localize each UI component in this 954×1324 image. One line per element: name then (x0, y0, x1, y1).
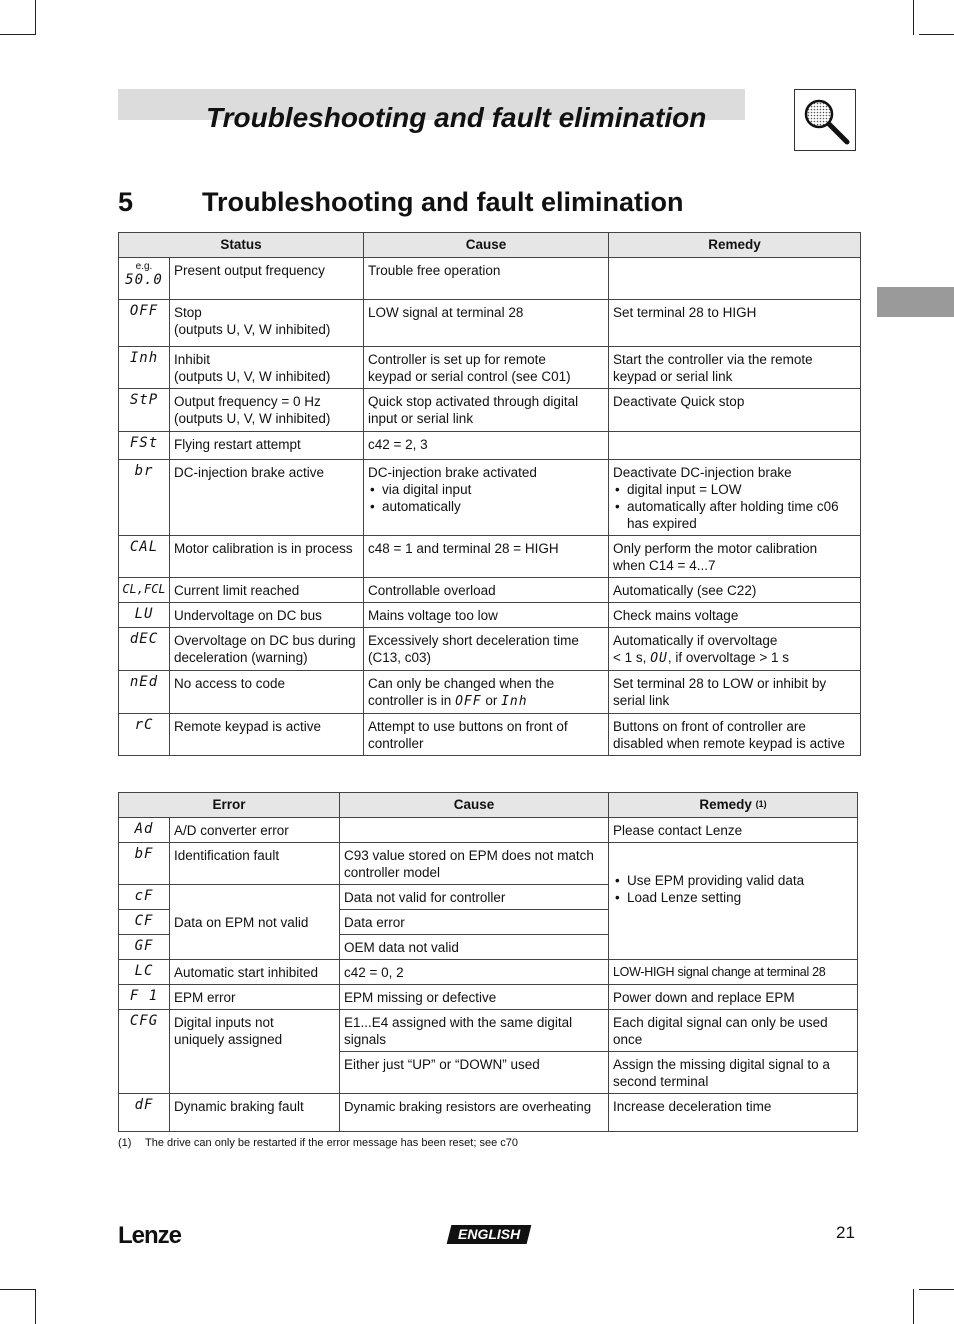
cause-text: Excessively short deceleration time (C13, c03) (364, 628, 609, 671)
remedy-text: Buttons on front of controller are disabled when remote keypad is active (609, 714, 861, 756)
remedy-text: Power down and replace EPM (609, 985, 858, 1010)
error-text: EPM error (170, 985, 340, 1010)
lenze-logo: Lenze (118, 1222, 182, 1249)
cause-text: Data not valid for controller (340, 885, 609, 910)
status-code: CAL (119, 536, 170, 578)
status-code: StP (119, 389, 170, 432)
status-code: dEC (119, 628, 170, 671)
error-code: LC (119, 960, 170, 985)
status-text: Flying restart attempt (170, 432, 364, 460)
remedy-header: Remedy (609, 233, 861, 258)
footnote: (1) The drive can only be restarted if the error message has been reset; see c70 (118, 1137, 518, 1149)
status-header: Status (119, 233, 364, 258)
cause-header: Cause (340, 793, 609, 818)
remedy-text: Each digital signal can only be used once (609, 1010, 858, 1052)
error-text: A/D converter error (170, 818, 340, 843)
cause-text (340, 818, 609, 843)
error-code: F 1 (119, 985, 170, 1010)
error-code: Ad (119, 818, 170, 843)
status-text: Remote keypad is active (170, 714, 364, 756)
cause-text: Data error (340, 910, 609, 935)
cause-header: Cause (364, 233, 609, 258)
cause-text: Controllable overload (364, 578, 609, 603)
status-code: Inh (119, 347, 170, 389)
error-code: cF (119, 885, 170, 910)
language-badge: ENGLISH (447, 1225, 532, 1244)
error-text: Digital inputs not uniquely assigned (170, 1010, 340, 1094)
header-title: Troubleshooting and fault elimination (206, 102, 707, 133)
remedy-text: Only perform the motor calibration when C14 = 4...7 (609, 536, 861, 578)
cause-text: Quick stop activated through digital input or serial link (364, 389, 609, 432)
status-text: Present output frequency (170, 258, 364, 300)
status-code: OFF (119, 300, 170, 347)
error-code: dF (119, 1094, 170, 1132)
remedy-text: Please contact Lenze (609, 818, 858, 843)
cause-text: LOW signal at terminal 28 (364, 300, 609, 347)
status-text: Undervoltage on DC bus (170, 603, 364, 628)
error-text: Data on EPM not valid (170, 885, 340, 960)
status-code: LU (119, 603, 170, 628)
remedy-text: Set terminal 28 to LOW or inhibit by serial link (609, 671, 861, 714)
status-code: FSt (119, 432, 170, 460)
status-text: Overvoltage on DC bus during deceleration (warning) (170, 628, 364, 671)
status-text: Current limit reached (170, 578, 364, 603)
remedy-text (609, 432, 861, 460)
cause-text: Dynamic braking resistors are overheating (340, 1094, 609, 1132)
page-number: 21 (836, 1223, 855, 1242)
status-code: CL,FCL (119, 578, 170, 603)
cause-text: Mains voltage too low (364, 603, 609, 628)
cause-text: Attempt to use buttons on front of controller (364, 714, 609, 756)
error-code: bF (119, 843, 170, 885)
remedy-header: Remedy (1) (609, 793, 858, 818)
cause-text: DC-injection brake activated • via digital input • automatically (364, 460, 609, 536)
error-text: Dynamic braking fault (170, 1094, 340, 1132)
cause-text: c42 = 0, 2 (340, 960, 609, 985)
error-table (118, 792, 858, 1132)
error-text: Identification fault (170, 843, 340, 885)
chapter-tab (877, 287, 954, 317)
status-text: Stop (outputs U, V, W inhibited) (170, 300, 364, 347)
cause-text: c48 = 1 and terminal 28 = HIGH (364, 536, 609, 578)
remedy-text: Increase deceleration time (609, 1094, 858, 1132)
section-title: Troubleshooting and fault elimination (202, 187, 684, 217)
cause-text: Controller is set up for remote keypad or serial control (see C01) (364, 347, 609, 389)
cause-text: Trouble free operation (364, 258, 609, 300)
cause-text: Can only be changed when the controller is in OFF or Inh (364, 671, 609, 714)
status-text: No access to code (170, 671, 364, 714)
status-text: Inhibit (outputs U, V, W inhibited) (170, 347, 364, 389)
remedy-text: LOW-HIGH signal change at terminal 28 (609, 960, 858, 985)
cause-text: E1...E4 assigned with the same digital signals (340, 1010, 609, 1052)
remedy-text (609, 258, 861, 300)
cause-text: c42 = 2, 3 (364, 432, 609, 460)
status-text: Output frequency = 0 Hz (outputs U, V, W inhibited) (170, 389, 364, 432)
cause-text: EPM missing or defective (340, 985, 609, 1010)
error-code: GF (119, 935, 170, 960)
remedy-text: Deactivate Quick stop (609, 389, 861, 432)
remedy-text: • Use EPM providing valid data • Load Lenze setting (609, 843, 858, 960)
status-text: Motor calibration is in process (170, 536, 364, 578)
status-text: DC-injection brake active (170, 460, 364, 536)
error-header: Error (119, 793, 340, 818)
error-text: Automatic start inhibited (170, 960, 340, 985)
cause-text: C93 value stored on EPM does not match controller model (340, 843, 609, 885)
remedy-text: Assign the missing digital signal to a second terminal (609, 1052, 858, 1094)
status-code: e.g. 50.0 (119, 258, 170, 300)
status-code: rC (119, 714, 170, 756)
remedy-text: Automatically (see C22) (609, 578, 861, 603)
cause-text: Either just “UP” or “DOWN” used (340, 1052, 609, 1094)
remedy-text: Check mains voltage (609, 603, 861, 628)
error-code: CFG (119, 1010, 170, 1094)
status-table (118, 232, 861, 756)
remedy-text: Start the controller via the remote keypad or serial link (609, 347, 861, 389)
status-code: nEd (119, 671, 170, 714)
section-number: 5 (118, 187, 134, 217)
status-code: br (119, 460, 170, 536)
cause-text: OEM data not valid (340, 935, 609, 960)
remedy-text: Automatically if overvoltage < 1 s, OU, if overvoltage > 1 s (609, 628, 861, 671)
error-code: CF (119, 910, 170, 935)
magnifier-icon (794, 89, 856, 151)
remedy-text: Set terminal 28 to HIGH (609, 300, 861, 347)
remedy-text: Deactivate DC-injection brake • digital input = LOW • automatically after holding time c06 has expired (609, 460, 861, 536)
